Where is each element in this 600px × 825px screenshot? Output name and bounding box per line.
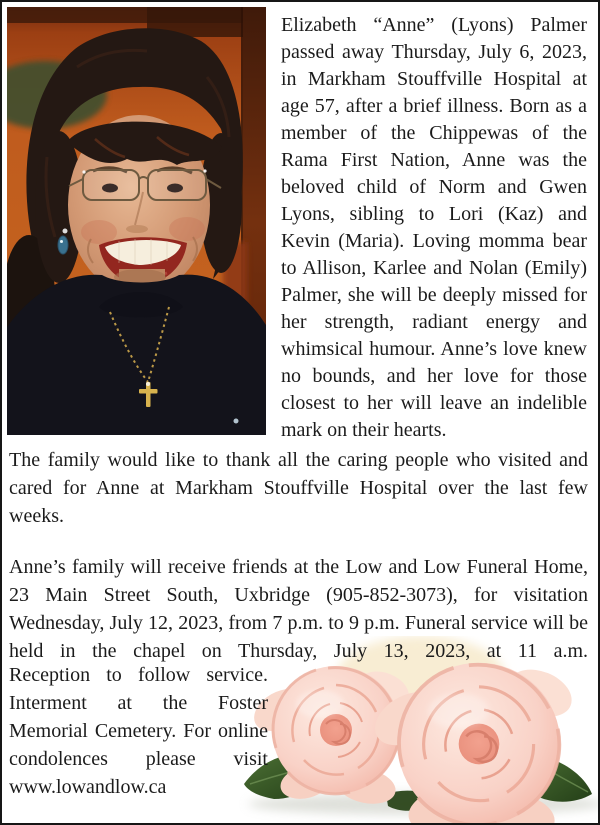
interment-text: Reception to follow service. Interment at the Foster Memorial Cemetery. For online condolences please visit <box>9 664 268 770</box>
interment-paragraph <box>9 661 268 801</box>
website-url: www.lowandlow.ca <box>9 776 167 798</box>
portrait-illustration <box>7 7 266 435</box>
thanks-paragraph: The family would like to thank all the caring people who visited and cared for Anne at Markham Stouffville Hospital over the last few weeks. <box>9 449 588 527</box>
woman-sweater <box>7 275 266 435</box>
obituary-lead-paragraph: Elizabeth “Anne” (Lyons) Palmer passed away Thursday, July 6, 2023, in Markham Stouffville Hospital at age 57, after a brief illness. Born as a member of the Chippewas of the Rama First Nation, Anne was the beloved child of Norm and Gwen Lyons, sibling to Lori (Kaz) and Kevin (Maria). Loving momma bear to Allison, Karlee and Nolan (Emily) Palmer, she will be deeply missed for her strength, radiant energy and whimsical humour. Anne’s love knew no bounds, and her love for those closest to her will leave an indelible mark on their hearts. <box>281 14 587 441</box>
service-details-paragraph: Anne’s family will receive friends at the Low and Low Funeral Home, 23 Main Street South, Uxbridge (905-852-3073), for visitation Wednesday, July 12, 2023, from 7 p.m. to 9 p.m. Funeral service will be held in the chapel on Thursday, July 13, 2023, at 11 a.m. <box>9 556 588 662</box>
portrait-photo <box>7 7 266 435</box>
